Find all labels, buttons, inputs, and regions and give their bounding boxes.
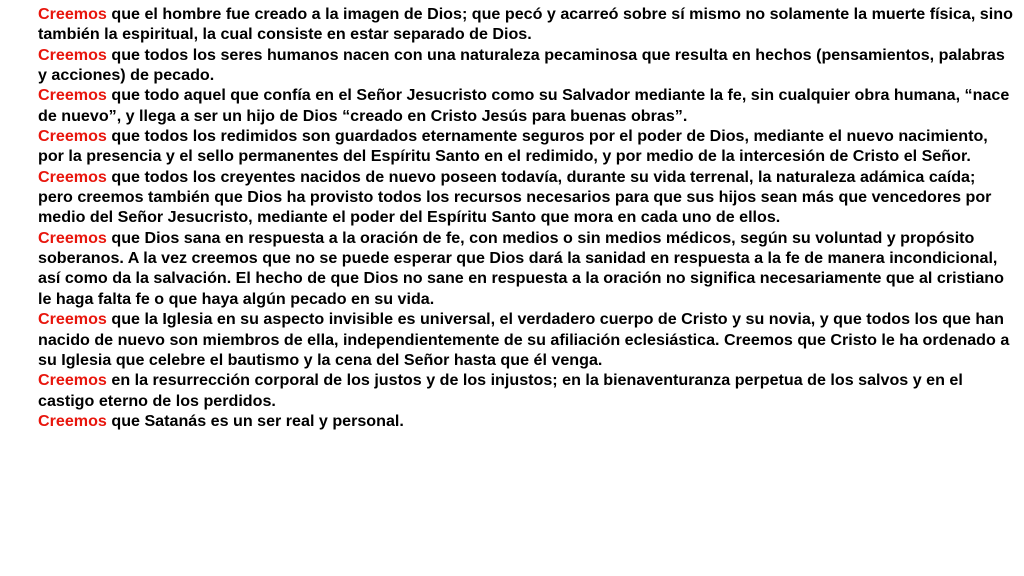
keyword: Creemos [38,45,107,64]
keyword: Creemos [38,411,107,430]
belief-text: que todos los creyentes nacidos de nuevo poseen todavía, durante su vida terrenal, la naturaleza adámica caída; pero creemos también que Dios ha provisto todos los recursos necesarios para que sus hijos sean más que vencedores por medio del Señor Jesucristo, mediante el poder del Espíritu Santo que mora en cada uno de ellos. [38,167,992,227]
belief-paragraph-2 [38,45,1013,86]
belief-text: que todo aquel que confía en el Señor Jesucristo como su Salvador mediante la fe, sin cualquier obra humana, “nace de nuevo”, y llega a ser un hijo de Dios “creado en Cristo Jesús para buenas obras”. [38,86,1010,125]
belief-text: en la resurrección corporal de los justos y de los injustos; en la bienaventuranza perpetua de los salvos y en el castigo eterno de los perdidos. [38,371,963,410]
belief-text: que el hombre fue creado a la imagen de Dios; que pecó y acarreó sobre sí mismo no solamente la muerte física, sino también la espiritual, la cual consiste en estar separado de Dios. [38,5,1013,44]
belief-paragraph-3 [38,85,1013,126]
keyword: Creemos [38,371,107,390]
keyword: Creemos [38,86,107,105]
keyword: Creemos [38,167,107,186]
beliefs-text-block [38,4,1013,431]
belief-text: que todos los seres humanos nacen con una naturaleza pecaminosa que resulta en hechos (pensamientos, palabras y acciones) de pecado. [38,45,1005,85]
belief-paragraph-1 [38,4,1013,45]
belief-paragraph-5 [38,167,1013,228]
belief-text: que Dios sana en respuesta a la oración de fe, con medios o sin medios médicos, según su voluntad y propósito soberanos. A la vez creemos que no se puede esperar que Dios dará la sanidad en respuesta a la fe de manera incondicional, así como da la salvación. El hecho de que Dios no sane en respuesta a la oración no significa necesariamente que al cristiano le haga falta fe o que haya algún pecado en su vida. [38,228,1004,308]
keyword: Creemos [38,310,107,329]
belief-paragraph-6 [38,228,1013,309]
belief-paragraph-8 [38,370,1013,411]
belief-paragraph-9 [38,411,1013,431]
keyword: Creemos [38,127,107,146]
keyword: Creemos [38,228,107,247]
belief-text: que Satanás es un ser real y personal. [106,411,404,430]
keyword: Creemos [38,5,107,23]
belief-text: que la Iglesia en su aspecto invisible es universal, el verdadero cuerpo de Cristo y su novia, y que todos los que han nacido de nuevo son miembros de ella, independientemente de su afiliación eclesiástica. Creemos que Cristo le ha ordenado a su Iglesia que celebre el bautismo y la cena del Señor hasta que él venga. [38,310,1010,369]
belief-text: que todos los redimidos son guardados eternamente seguros por el poder de Dios, mediante el nuevo nacimiento, por la presencia y el sello permanentes del Espíritu Santo en el redimido, y por medio de la intercesión de Cristo el Señor. [38,127,988,166]
belief-paragraph-7 [38,309,1013,370]
belief-paragraph-4 [38,126,1013,167]
